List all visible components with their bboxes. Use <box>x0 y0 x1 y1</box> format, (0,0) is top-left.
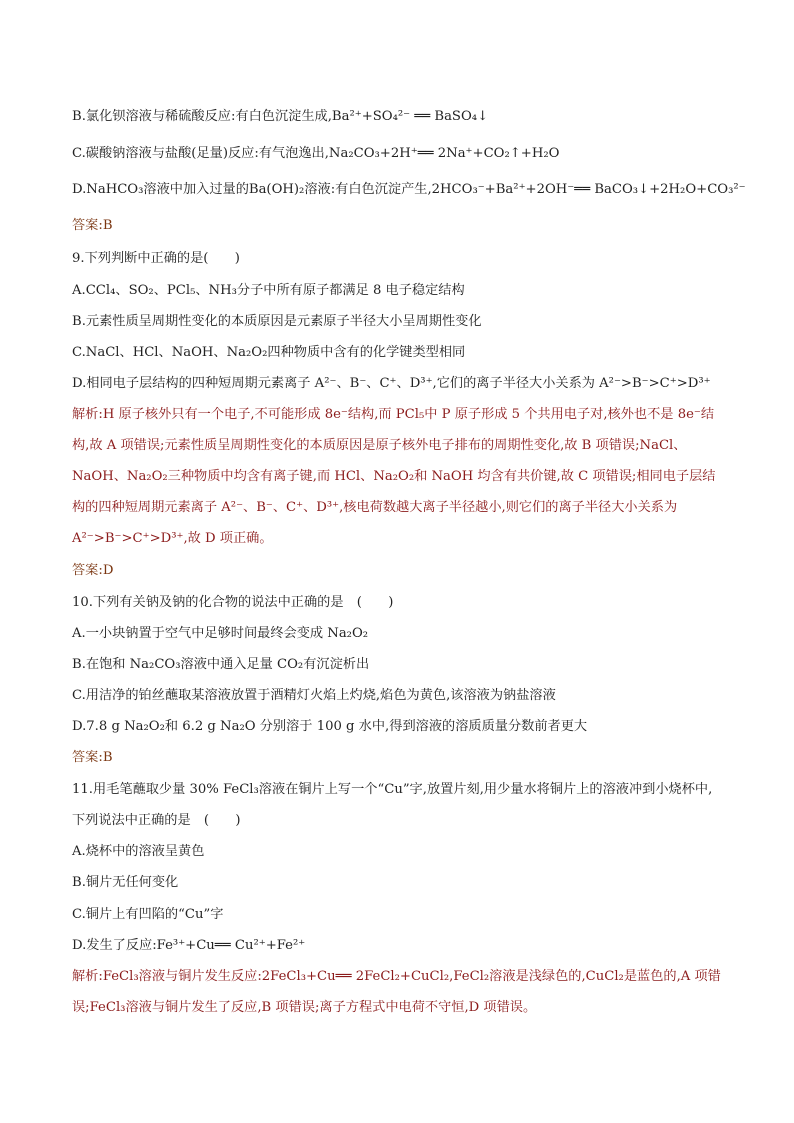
q11-option-a: A.烧杯中的溶液呈黄色 <box>72 844 205 859</box>
q11-option-c: C.铜片上有凹陷的“Cu”字 <box>72 907 224 922</box>
q9-option-b: B.元素性质呈周期性变化的本质原因是元素原子半径大小呈周期性变化 <box>72 314 482 329</box>
q10-option-b: B.在饱和 Na₂CO₃溶液中通入足量 CO₂有沉淀析出 <box>72 657 370 672</box>
q8-option-d: D.NaHCO₃溶液中加入过量的Ba(OH)₂溶液:有白色沉淀产生,2HCO₃⁻+Ba²⁺+2OH⁻══ BaCO₃↓+2H₂O+CO₃²⁻ <box>72 182 746 197</box>
q11-option-b: B.铜片无任何变化 <box>72 875 179 890</box>
q9-answer: 答案:D <box>72 563 114 578</box>
q10-stem: 10.下列有关钠及钠的化合物的说法中正确的是 ( ) <box>72 595 394 610</box>
q11-option-d: D.发生了反应:Fe³⁺+Cu══ Cu²⁺+Fe²⁺ <box>72 938 306 953</box>
q11-stem-line-1: 11.用毛笔蘸取少量 30% FeCl₃溶液在铜片上写一个“Cu”字,放置片刻,用少量水将铜片上的溶液冲到小烧杯中, <box>72 782 713 797</box>
q9-explanation-line-2: 构,故 A 项错误;元素性质呈周期性变化的本质原因是原子核外电子排布的周期性变化,故 B 项错误;NaCl、 <box>72 438 687 453</box>
q10-option-d: D.7.8 g Na₂O₂和 6.2 g Na₂O 分别溶于 100 g 水中,得到溶液的溶质质量分数前者更大 <box>72 719 588 734</box>
q10-option-a: A.一小块钠置于空气中足够时间最终会变成 Na₂O₂ <box>72 626 369 641</box>
q10-answer: 答案:B <box>72 750 113 765</box>
q9-explanation-line-3: NaOH、Na₂O₂三种物质中均含有离子键,而 HCl、Na₂O₂和 NaOH 均含有共价键,故 C 项错误;相同电子层结 <box>72 469 716 484</box>
q9-stem: 9.下列判断中正确的是( ) <box>72 251 240 266</box>
q9-option-c: C.NaCl、HCl、NaOH、Na₂O₂四种物质中含有的化学键类型相同 <box>72 345 466 360</box>
q9-option-a: A.CCl₄、SO₂、PCl₅、NH₃分子中所有原子都满足 8 电子稳定结构 <box>72 283 465 298</box>
q11-explanation-line-1: 解析:FeCl₃溶液与铜片发生反应:2FeCl₃+Cu══ 2FeCl₂+CuCl₂,FeCl₂溶液是浅绿色的,CuCl₂是蓝色的,A 项错 <box>72 969 721 984</box>
q11-explanation-line-2: 误;FeCl₃溶液与铜片发生了反应,B 项错误;离子方程式中电荷不守恒,D 项错误。 <box>72 1000 537 1015</box>
q9-explanation-line-5: A²⁻>B⁻>C⁺>D³⁺,故 D 项正确。 <box>72 531 273 546</box>
q8-answer: 答案:B <box>72 218 113 233</box>
q11-stem-line-2: 下列说法中正确的是 ( ) <box>72 813 241 828</box>
q8-option-b: B.氯化钡溶液与稀硫酸反应:有白色沉淀生成,Ba²⁺+SO₄²⁻ ══ BaSO₄↓ <box>72 109 489 124</box>
q9-option-d: D.相同电子层结构的四种短周期元素离子 A²⁻、B⁻、C⁺、D³⁺,它们的离子半径大小关系为 A²⁻>B⁻>C⁺>D³⁺ <box>72 376 711 391</box>
q9-explanation-line-1: 解析:H 原子核外只有一个电子,不可能形成 8e⁻结构,而 PCl₅中 P 原子形成 5 个共用电子对,核外也不是 8e⁻结 <box>72 407 715 422</box>
q8-option-c: C.碳酸钠溶液与盐酸(足量)反应:有气泡逸出,Na₂CO₃+2H⁺══ 2Na⁺+CO₂↑+H₂O <box>72 146 560 161</box>
q9-explanation-line-4: 构的四种短周期元素离子 A²⁻、B⁻、C⁺、D³⁺,核电荷数越大离子半径越小,则它们的离子半径大小关系为 <box>72 500 678 515</box>
q10-option-c: C.用洁净的铂丝蘸取某溶液放置于酒精灯火焰上灼烧,焰色为黄色,该溶液为钠盐溶液 <box>72 688 556 703</box>
